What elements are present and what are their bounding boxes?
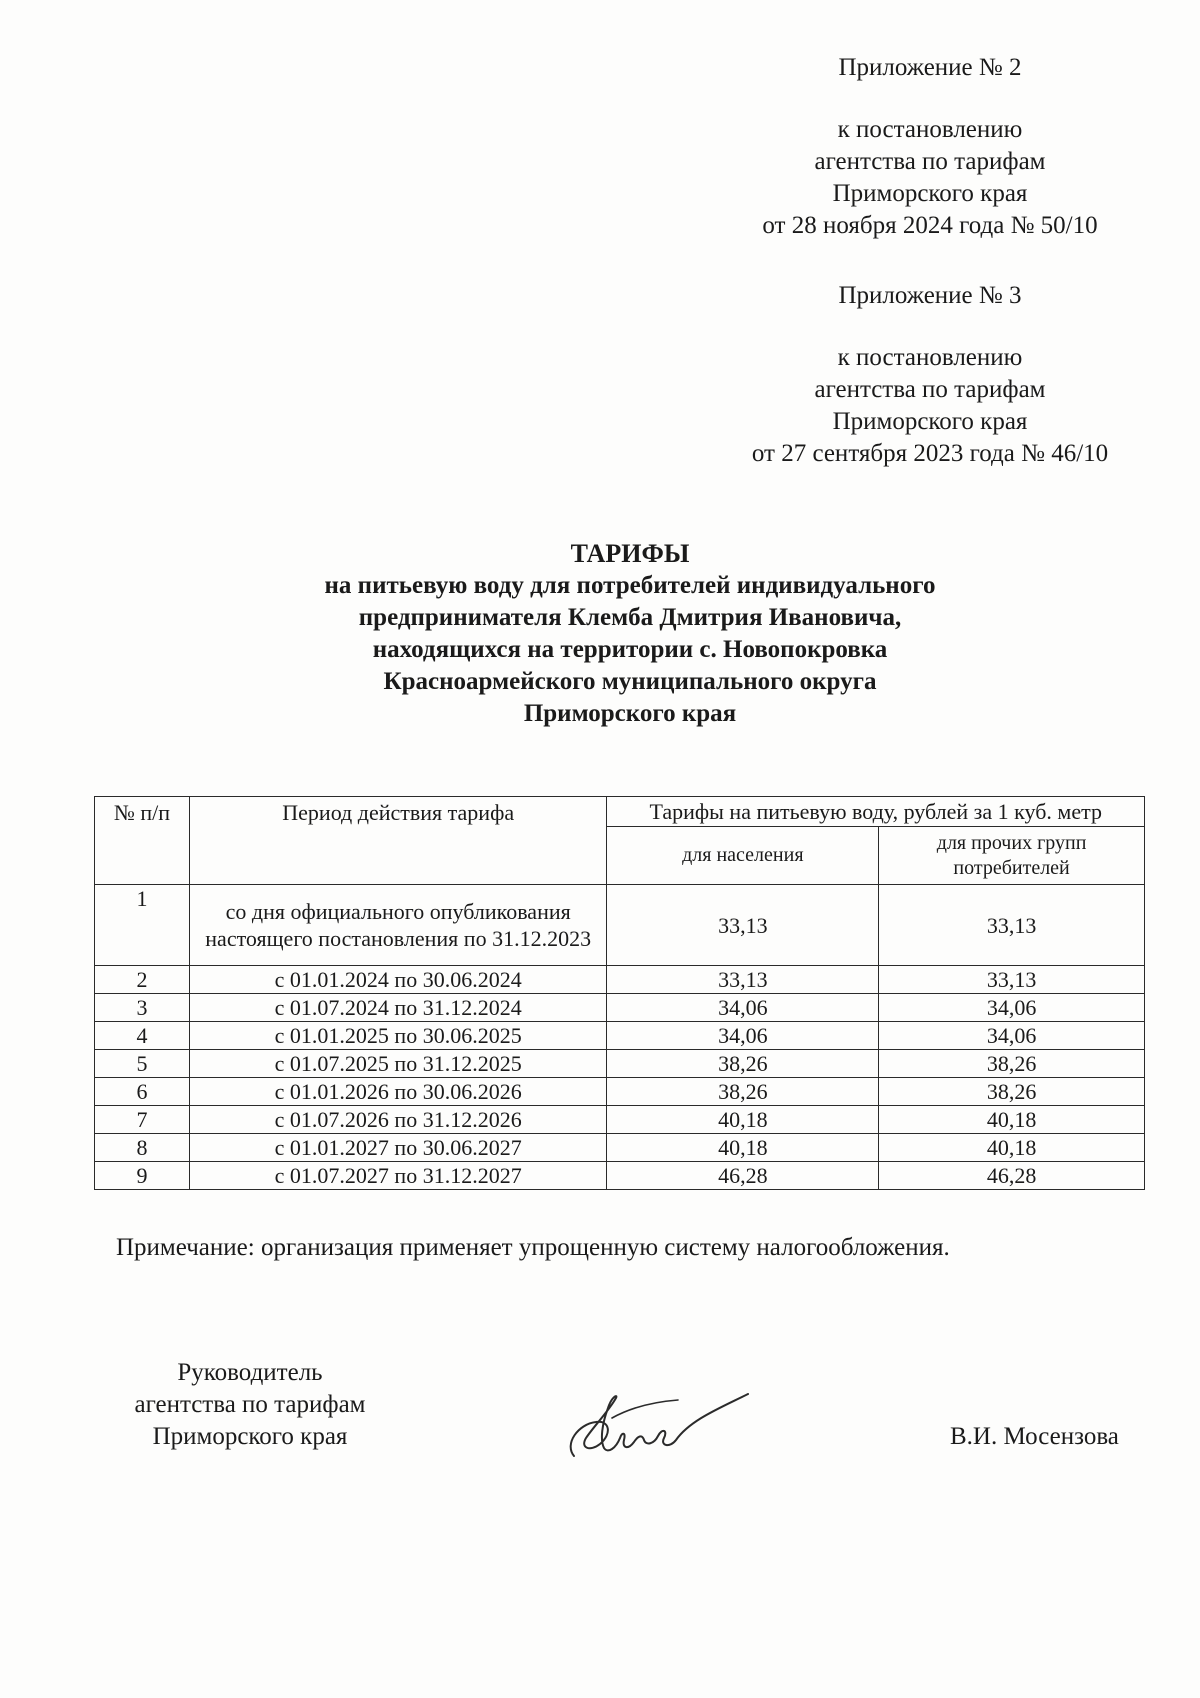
cell-population: 40,18	[607, 1106, 879, 1134]
cell-num: 6	[95, 1078, 190, 1106]
note-text: Примечание: организация применяет упрощенную систему налогообложения.	[116, 1234, 950, 1261]
header-num: № п/п	[95, 797, 190, 885]
title-line: Красноармейского муниципального округа	[383, 668, 877, 695]
appendix-2-title: Приложение № 2	[838, 54, 1022, 81]
appendix-3-line: от 27 сентября 2023 года № 46/10	[751, 440, 1109, 467]
cell-num: 1	[95, 885, 190, 966]
signer-position-line: Руководитель	[177, 1359, 323, 1386]
tariff-table	[94, 796, 1145, 1190]
cell-period: с 01.01.2027 по 30.06.2027	[189, 1134, 607, 1162]
cell-population: 34,06	[607, 994, 879, 1022]
appendix-2-line: Приморского края	[832, 180, 1028, 207]
cell-population: 46,28	[607, 1162, 879, 1190]
cell-num: 9	[95, 1162, 190, 1190]
cell-other: 38,26	[879, 1050, 1145, 1078]
cell-num: 5	[95, 1050, 190, 1078]
header-other: для прочих групп потребителей	[879, 827, 1145, 885]
table-row	[95, 966, 1145, 994]
cell-other: 34,06	[879, 1022, 1145, 1050]
signer-name: В.И. Мосензова	[950, 1423, 1119, 1450]
header-period: Период действия тарифа	[189, 797, 607, 885]
table-row	[95, 1050, 1145, 1078]
document-title	[150, 538, 1110, 730]
cell-other: 33,13	[879, 966, 1145, 994]
cell-population: 38,26	[607, 1078, 879, 1106]
table-row	[95, 885, 1145, 966]
table-row	[95, 1078, 1145, 1106]
appendix-3-title: Приложение № 3	[838, 282, 1022, 309]
appendix-2-line: к постановлению	[837, 116, 1023, 143]
cell-num: 7	[95, 1106, 190, 1134]
cell-period: с 01.07.2026 по 31.12.2026	[189, 1106, 607, 1134]
signer-position-line: Приморского края	[152, 1423, 348, 1450]
table-row	[95, 1106, 1145, 1134]
table-header-row	[95, 797, 1145, 827]
title-heading: ТАРИФЫ	[570, 539, 690, 568]
title-line: предпринимателя Клемба Дмитрия Ивановича,	[358, 604, 902, 631]
appendix-2-line: агентства по тарифам	[814, 148, 1046, 175]
header-population: для населения	[607, 827, 879, 885]
cell-period: с 01.01.2026 по 30.06.2026	[189, 1078, 607, 1106]
cell-num: 3	[95, 994, 190, 1022]
appendix-3-line: Приморского края	[832, 408, 1028, 435]
cell-other: 40,18	[879, 1134, 1145, 1162]
cell-period: с 01.07.2024 по 31.12.2024	[189, 994, 607, 1022]
cell-population: 34,06	[607, 1022, 879, 1050]
cell-period: с 01.01.2025 по 30.06.2025	[189, 1022, 607, 1050]
cell-other: 33,13	[879, 885, 1145, 966]
header-tariffs-group: Тарифы на питьевую воду, рублей за 1 куб. метр	[607, 797, 1145, 827]
cell-other: 34,06	[879, 994, 1145, 1022]
table-row	[95, 994, 1145, 1022]
cell-population: 38,26	[607, 1050, 879, 1078]
appendix-2-line: от 28 ноября 2024 года № 50/10	[762, 212, 1098, 239]
title-line: на питьевую воду для потребителей индивидуального	[324, 572, 936, 599]
appendix-3-line: к постановлению	[837, 344, 1023, 371]
cell-period: с 01.01.2024 по 30.06.2024	[189, 966, 607, 994]
cell-period: с 01.07.2025 по 31.12.2025	[189, 1050, 607, 1078]
cell-population: 33,13	[607, 966, 879, 994]
signer-position-line: агентства по тарифам	[134, 1391, 366, 1418]
title-line: Приморского края	[523, 700, 737, 727]
title-line: находящихся на территории с. Новопокровка	[372, 636, 888, 663]
cell-other: 38,26	[879, 1078, 1145, 1106]
table-row	[95, 1134, 1145, 1162]
cell-population: 40,18	[607, 1134, 879, 1162]
table-body	[95, 885, 1145, 1190]
cell-num: 4	[95, 1022, 190, 1050]
table-row	[95, 1162, 1145, 1190]
cell-period: со дня официального опубликования настоящего постановления по 31.12.2023	[189, 885, 607, 966]
cell-period: с 01.07.2027 по 31.12.2027	[189, 1162, 607, 1190]
appendix-3-line: агентства по тарифам	[814, 376, 1046, 403]
cell-num: 2	[95, 966, 190, 994]
cell-num: 8	[95, 1134, 190, 1162]
cell-population: 33,13	[607, 885, 879, 966]
appendix-3-header	[720, 280, 1140, 470]
appendix-2-header	[720, 52, 1140, 242]
handwritten-signature	[560, 1378, 750, 1473]
table-row	[95, 1022, 1145, 1050]
cell-other: 46,28	[879, 1162, 1145, 1190]
signer-position	[100, 1357, 400, 1453]
cell-other: 40,18	[879, 1106, 1145, 1134]
